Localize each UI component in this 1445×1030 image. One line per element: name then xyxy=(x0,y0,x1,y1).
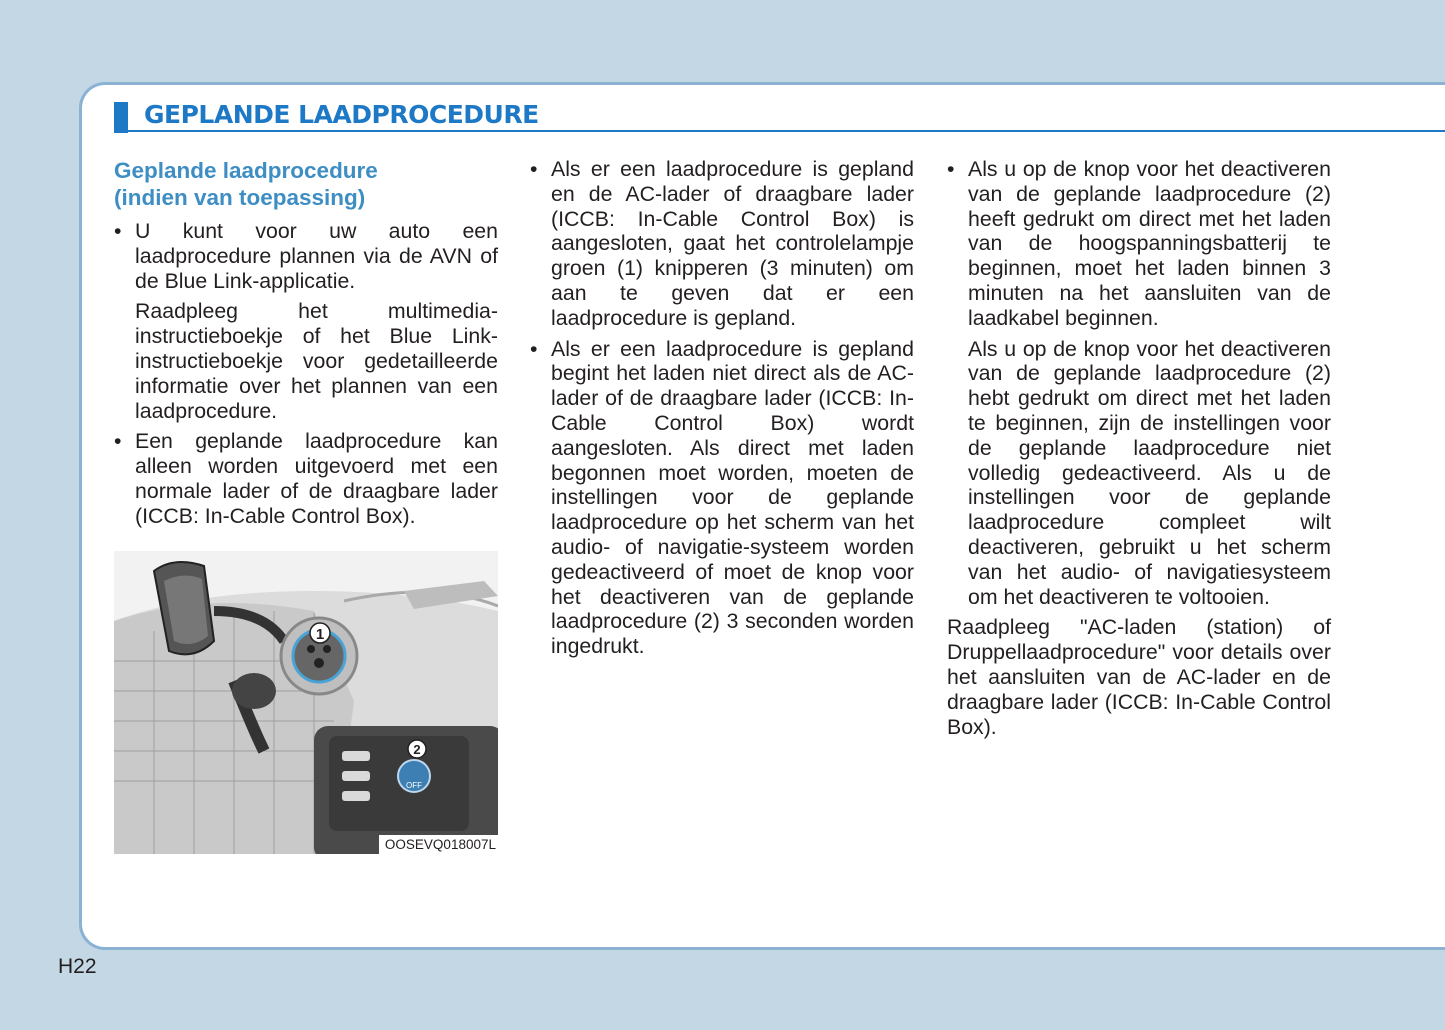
section-title: GEPLANDE LAADPROCEDURE xyxy=(144,100,539,129)
list-item xyxy=(114,219,498,293)
bullet-text: Een geplande laadprocedure kan alleen worden uitgevoerd met een normale lader of de draagbare lader (ICCB: In-Cable Control Box). xyxy=(135,429,498,528)
subheading xyxy=(114,157,498,211)
charging-port-illustration xyxy=(114,551,498,854)
reference-paragraph: Raadpleeg "AC-laden (station) of Druppellaadprocedure" voor details over het aansluiten van de AC-lader en de draagbare lader (ICCB: In-Cable Control Box). xyxy=(947,615,1331,739)
bullet-icon: • xyxy=(530,157,538,181)
bullet-icon: • xyxy=(947,157,955,181)
bullet-list xyxy=(114,429,498,528)
bullet-list xyxy=(530,157,914,659)
figure-code: OOSEVQ018007L xyxy=(379,835,498,854)
bullet-text: Als er een laadprocedure is gepland begint het laden niet direct als de AC-lader of de draagbare lader (ICCB: In-Cable Control Box) wordt aangesloten. Als direct met laden begonnen moet worden, moeten de instellingen voor de geplande laadprocedure op het scherm van het audio- of navigatie-systeem worden gedeactiveerd of moet de knop voor het deactiveren van de geplande laadprocedure (2) 3 seconden worden ingedrukt. xyxy=(551,336,914,659)
bullet-icon: • xyxy=(530,336,538,361)
note-paragraph: Raadpleeg het multimedia-instructieboekje of het Blue Link-instructieboekje voor gedetailleerde informatie over het plannen van een laadprocedure. xyxy=(135,299,498,423)
bullet-text: Als er een laadprocedure is gepland en de AC-lader of draagbare lader (ICCB: In-Cable Control Box) is aangesloten, gaat het controlelampje groen (1) knipperen (3 minuten) om aan te geven dat er een laadprocedure is gepland. xyxy=(551,157,914,330)
off-button-label: OFF xyxy=(406,781,422,790)
bullet-text: U kunt voor uw auto een laadprocedure plannen via de AVN of de Blue Link-applicatie. xyxy=(135,219,498,293)
subheading-line-1: Geplande laadprocedure xyxy=(114,158,378,183)
section-marker xyxy=(114,102,128,133)
bullet-list xyxy=(947,157,1331,331)
list-item xyxy=(947,157,1331,331)
bullet-text: Als u op de knop voor het deactiveren van de geplande laadprocedure (2) heeft gedrukt om direct met het laden van de hoogspanningsbatterij te beginnen, moet het laden binnen 3 minuten na het aansluiten van de laadkabel beginnen. xyxy=(968,157,1331,330)
charging-port-drawing xyxy=(114,551,498,854)
callout-1: 1 xyxy=(315,626,325,643)
column-1 xyxy=(114,157,498,535)
page-number: H22 xyxy=(58,955,97,978)
list-item xyxy=(530,337,914,659)
note-paragraph: Als u op de knop voor het deactiveren van de geplande laadprocedure (2) hebt gedrukt om direct met het laden te beginnen, zijn de instellingen voor de geplande laadprocedure niet volledig gedeactiveerd. Als u de instellingen voor de geplande laadprocedure compleet wilt deactiveren, gebruikt u het scherm van het audio- of navigatiesysteem om het deactiveren te voltooien. xyxy=(968,336,1331,609)
column-2 xyxy=(530,157,914,665)
callout-2: 2 xyxy=(413,742,421,757)
list-item xyxy=(114,429,498,528)
list-item xyxy=(530,157,914,331)
bullet-icon: • xyxy=(114,219,122,243)
subheading-line-2: (indien van toepassing) xyxy=(114,185,366,210)
bullet-icon: • xyxy=(114,429,122,454)
column-3 xyxy=(947,157,1331,739)
bullet-list xyxy=(114,219,498,293)
section-divider xyxy=(128,130,1445,132)
